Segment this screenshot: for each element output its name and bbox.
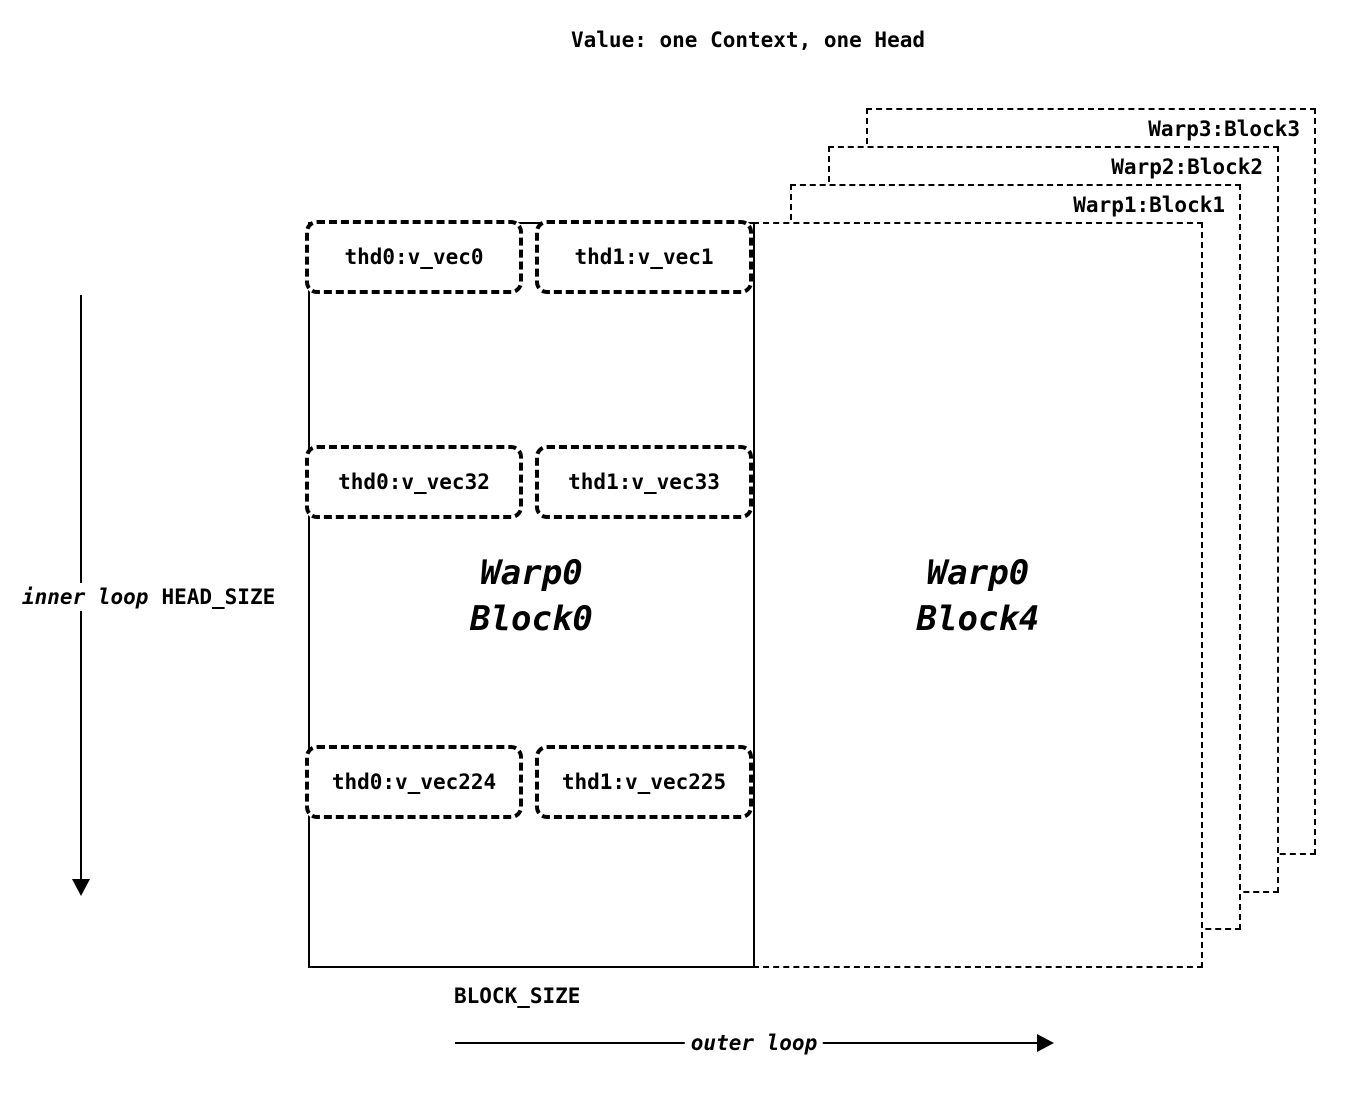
block-warp1-block1-label: Warp1:Block1 [1073, 193, 1225, 217]
head-size-label: HEAD_SIZE [161, 585, 276, 609]
block-warp0-block0 [308, 222, 755, 968]
block-warp3-block3-label: Warp3:Block3 [1148, 117, 1300, 141]
inner-loop-label-italic: inner loop [22, 585, 149, 609]
outer-loop-label: outer loop [685, 1031, 823, 1055]
inner-loop-arrowhead-icon [72, 879, 90, 896]
block0-label-line2: Block0 [470, 599, 593, 639]
thread-row-0 [305, 220, 753, 294]
thd-cell-label: thd0:v_vec0 [344, 245, 484, 269]
thread-row-2 [305, 745, 753, 819]
block-warp2-block2-label: Warp2:Block2 [1111, 155, 1263, 179]
block-warp0-block0-label [470, 551, 593, 643]
thd-cell-label: thd1:v_vec1 [574, 245, 714, 269]
thd-cell [535, 220, 753, 294]
thd-cell-label: thd1:v_vec33 [568, 470, 720, 494]
thd-cell [535, 445, 753, 519]
thd-cell [305, 745, 523, 819]
block4-label-line1: Warp0 [926, 553, 1030, 594]
thd-cell [535, 745, 753, 819]
block-size-label: BLOCK_SIZE [454, 984, 581, 1008]
block-warp0-block4-label [917, 551, 1040, 643]
block4-label-line2: Block4 [916, 599, 1040, 639]
thd-cell [305, 220, 523, 294]
thread-row-1 [305, 445, 753, 519]
thd-cell-label: thd1:v_vec225 [561, 770, 727, 794]
inner-loop-label [22, 583, 275, 611]
block0-label-line1: Warp0 [480, 553, 583, 594]
block-warp0-block4 [753, 222, 1203, 968]
thd-cell-label: thd0:v_vec224 [331, 770, 497, 794]
diagram-title: Value: one Context, one Head [570, 28, 926, 52]
thd-cell-label: thd0:v_vec32 [338, 470, 490, 494]
thd-cell [305, 445, 523, 519]
outer-loop-arrowhead-icon [1037, 1034, 1054, 1052]
